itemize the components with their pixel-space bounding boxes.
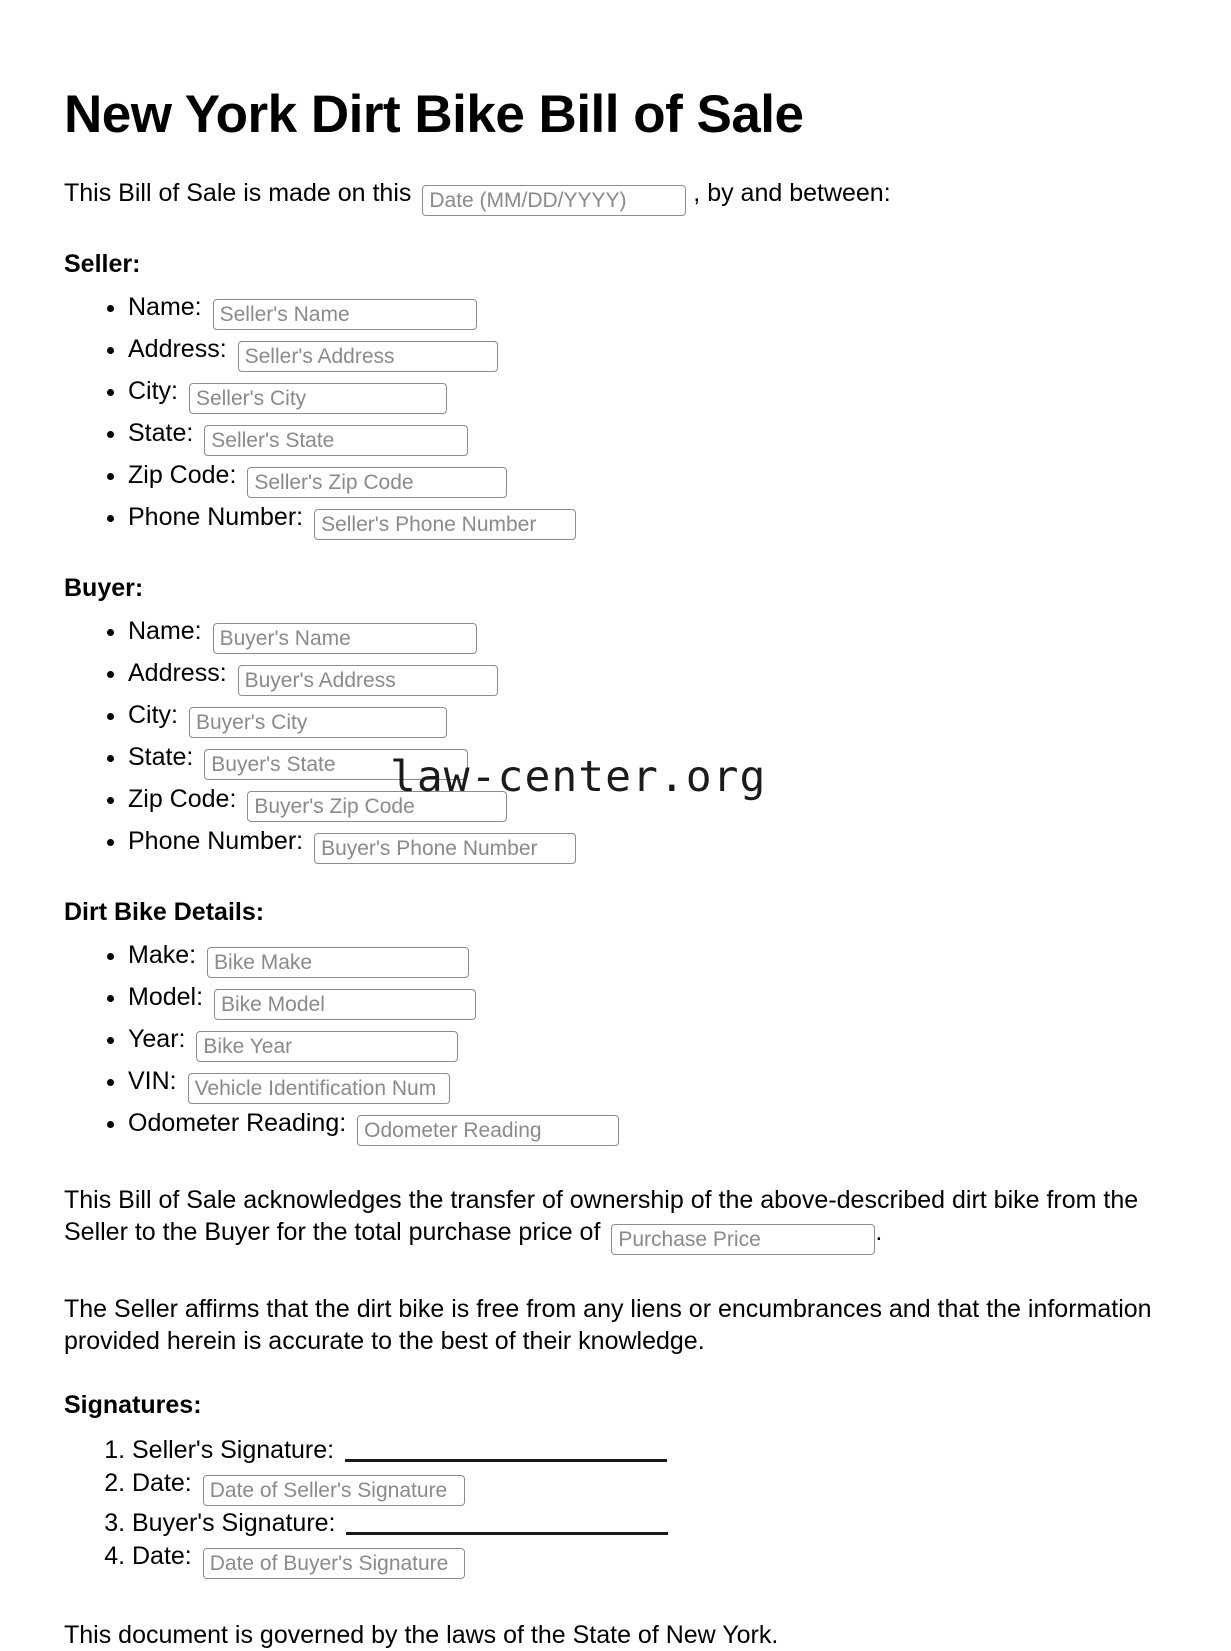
seller-phone-label: Phone Number: [128, 503, 304, 532]
seller-state-label: State: [128, 419, 194, 448]
seller-name-input[interactable] [213, 299, 477, 330]
transfer-text: This Bill of Sale acknowledges the transfer of ownership of the above-described dirt bike from the Seller to the Buyer for the total purchase price of [64, 1186, 1139, 1247]
list-item [132, 1434, 1167, 1466]
buyer-city-input[interactable] [189, 707, 447, 738]
list-item [128, 501, 1167, 540]
bike-odometer-label: Odometer Reading: [128, 1109, 347, 1138]
buyer-phone-input[interactable] [314, 833, 576, 864]
seller-state-input[interactable] [204, 425, 468, 456]
list-item [128, 657, 1167, 696]
buyer-phone-label: Phone Number: [128, 827, 304, 856]
bike-vin-input[interactable] [188, 1073, 450, 1104]
seller-phone-input[interactable] [314, 509, 576, 540]
intro-prefix-text: This Bill of Sale is made on this [64, 179, 412, 208]
list-item [132, 1540, 1167, 1579]
list-item [128, 1065, 1167, 1104]
buyer-field-list [64, 615, 1167, 864]
bike-year-label: Year: [128, 1025, 186, 1054]
list-item [128, 981, 1167, 1020]
buyer-address-input[interactable] [238, 665, 498, 696]
bike-year-input[interactable] [196, 1031, 458, 1062]
page-title: New York Dirt Bike Bill of Sale [64, 85, 804, 144]
buyer-name-input[interactable] [213, 623, 477, 654]
signatures-heading: Signatures: [64, 1391, 202, 1420]
seller-address-label: Address: [128, 335, 227, 364]
seller-city-label: City: [128, 377, 178, 406]
buyer-heading: Buyer: [64, 574, 144, 603]
seller-signature-label: Seller's Signature: [132, 1436, 335, 1465]
buyer-signature-label: Buyer's Signature: [132, 1509, 336, 1538]
buyer-city-label: City: [128, 701, 178, 730]
buyer-signature-date-input[interactable] [203, 1548, 465, 1579]
list-item [128, 699, 1167, 738]
buyer-signature-line[interactable] [346, 1532, 668, 1535]
buyer-state-label: State: [128, 743, 194, 772]
bike-model-input[interactable] [214, 989, 476, 1020]
list-item [128, 459, 1167, 498]
transfer-paragraph [64, 1184, 1167, 1255]
list-item [128, 375, 1167, 414]
list-item [128, 741, 1167, 780]
buyer-address-label: Address: [128, 659, 227, 688]
list-item [128, 417, 1167, 456]
seller-heading: Seller: [64, 250, 141, 279]
purchase-price-input[interactable] [611, 1224, 875, 1255]
date-input[interactable] [422, 185, 686, 216]
intro-line [64, 178, 1167, 216]
list-item [132, 1467, 1167, 1506]
list-item [128, 1107, 1167, 1146]
seller-zip-input[interactable] [247, 467, 507, 498]
bike-vin-label: VIN: [128, 1067, 177, 1096]
bike-odometer-input[interactable] [357, 1115, 619, 1146]
buyer-zip-input[interactable] [247, 791, 507, 822]
list-item [128, 783, 1167, 822]
seller-zip-label: Zip Code: [128, 461, 237, 490]
buyer-state-input[interactable] [204, 749, 468, 780]
list-item [132, 1507, 1167, 1539]
bike-model-label: Model: [128, 983, 204, 1012]
seller-signature-line[interactable] [345, 1459, 667, 1462]
seller-signature-date-label: Date: [132, 1469, 192, 1498]
list-item [128, 825, 1167, 864]
seller-signature-date-input[interactable] [203, 1475, 465, 1506]
seller-field-list [64, 291, 1167, 540]
list-item [128, 939, 1167, 978]
buyer-signature-date-label: Date: [132, 1542, 192, 1571]
governing-law-text: This document is governed by the laws of the State of New York. [64, 1621, 779, 1650]
seller-address-input[interactable] [238, 341, 498, 372]
buyer-zip-label: Zip Code: [128, 785, 237, 814]
signature-list [64, 1434, 1167, 1579]
transfer-period: . [875, 1218, 883, 1247]
intro-suffix-text: , by and between: [693, 179, 891, 208]
list-item [128, 333, 1167, 372]
bike-details-heading: Dirt Bike Details: [64, 898, 265, 927]
list-item [128, 291, 1167, 330]
bike-make-input[interactable] [207, 947, 469, 978]
list-item [128, 615, 1167, 654]
list-item [128, 1023, 1167, 1062]
buyer-name-label: Name: [128, 617, 202, 646]
bike-field-list [64, 939, 1167, 1146]
seller-city-input[interactable] [189, 383, 447, 414]
affirmation-paragraph: The Seller affirms that the dirt bike is free from any liens or encumbrances and that the information provided herein is accurate to the best of their knowledge. [64, 1295, 1152, 1356]
bike-make-label: Make: [128, 941, 197, 970]
watermark-law-center: law-center.org [390, 752, 767, 802]
seller-name-label: Name: [128, 293, 202, 322]
